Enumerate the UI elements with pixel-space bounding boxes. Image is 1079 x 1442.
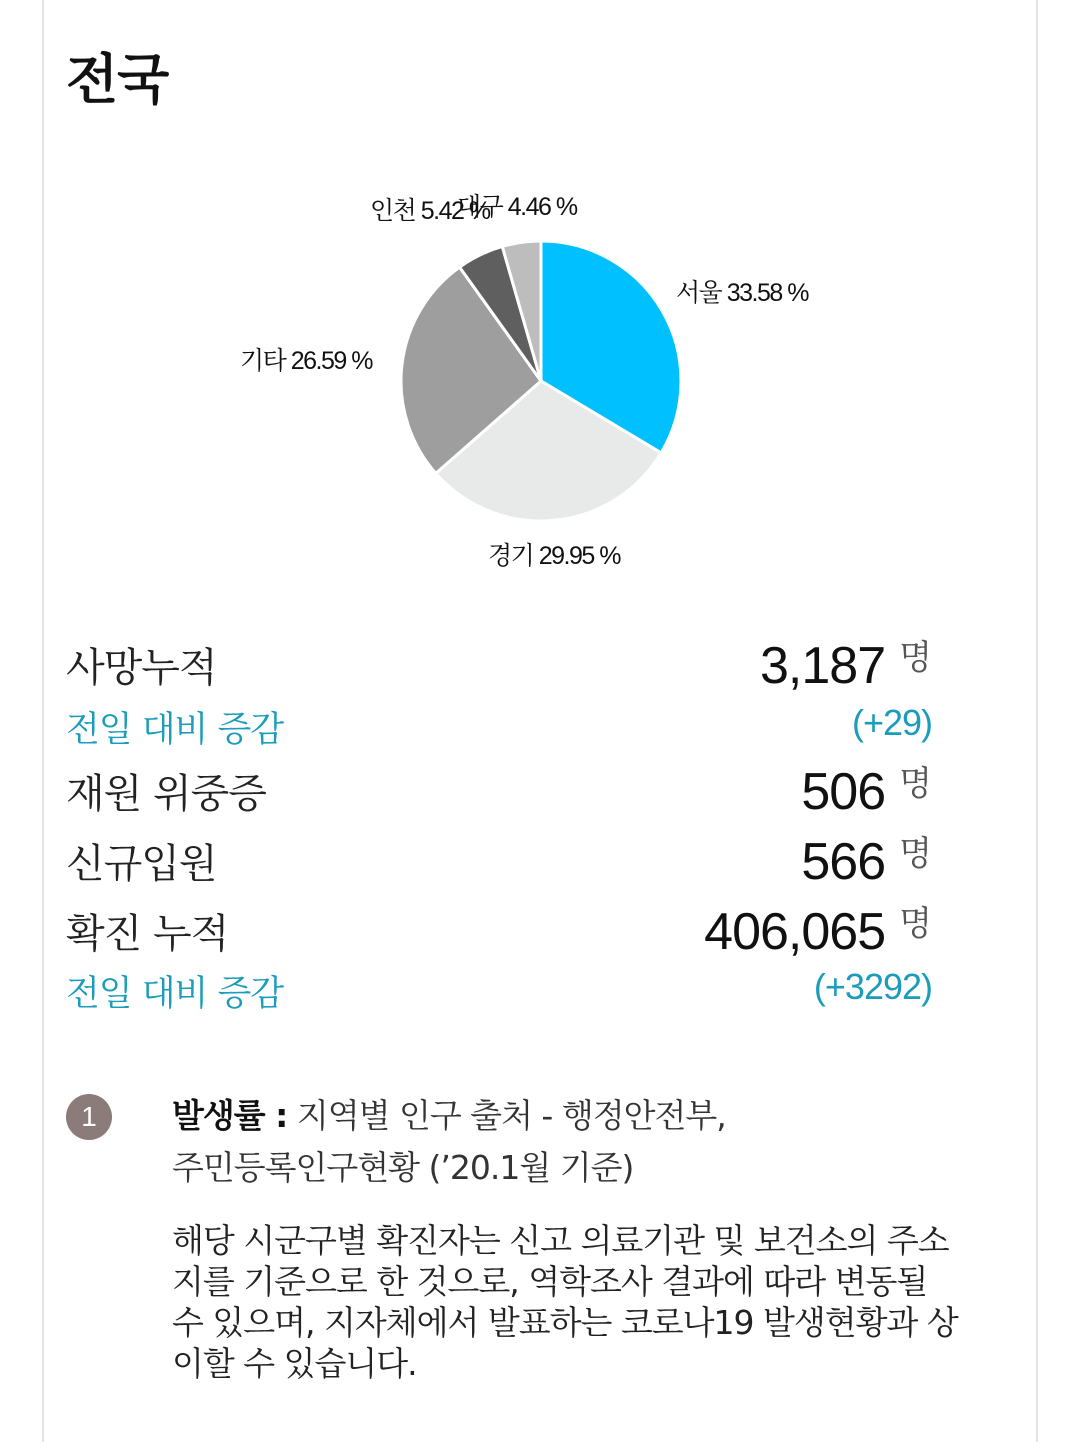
confirmed-change-label: 전일 대비 증감 (66, 974, 284, 1014)
page-title: 전국 (66, 48, 169, 111)
confirmed-total-unit: 명 (899, 904, 932, 944)
pie-chart (0, 0, 1079, 600)
death-total-unit: 명 (899, 638, 932, 678)
footnote-paragraph: 해당 시군구별 확진자는 신고 의료기관 및 보건소의 주소지를 기준으로 한 것으로, 역학조사 결과에 따라 변동될 수 있으며, 지자체에서 발표하는 코로나19 발생현황과 상이할 수 있습니다. (172, 1221, 958, 1383)
critical-label: 재원 위중증 (66, 771, 266, 817)
new-admission-label: 신규입원 (66, 841, 217, 887)
new-admission-unit: 명 (899, 834, 932, 874)
critical-value: 506 (801, 763, 886, 821)
pie-slice-label-3: 기타 26.59 % (240, 347, 372, 375)
critical-row (66, 756, 932, 826)
pie-slice-label-1: 서울 33.58 % (676, 279, 808, 307)
confirmed-total-row (66, 896, 932, 966)
confirmed-total-label: 확진 누적 (66, 911, 229, 957)
footnote-title: 발생률 : (172, 1096, 288, 1135)
new-admission-row (66, 826, 932, 896)
footnote-line1: 지역별 인구 출처 - 행정안전부, (287, 1096, 726, 1135)
pie-slice-label-5: 대구 4.46 % (457, 193, 577, 221)
pie-slice-label-4: 인천 5.42 % (370, 197, 490, 225)
pie-slice-label-2: 경기 29.95 % (488, 542, 620, 570)
critical-unit: 명 (899, 764, 932, 804)
footnote-source (172, 1090, 952, 1194)
confirmed-change-value: (+3292) (813, 966, 932, 1007)
death-change-value: (+29) (851, 702, 932, 743)
footnote-number-badge: 1 (66, 1094, 112, 1140)
footnote-line2: 주민등록인구현황 (’20.1월 기준) (172, 1148, 634, 1187)
death-change-label: 전일 대비 증감 (66, 710, 284, 750)
confirmed-total-value: 406,065 (704, 903, 886, 961)
death-total-row (66, 630, 932, 700)
new-admission-value: 566 (801, 833, 886, 891)
confirmed-change-row (66, 964, 932, 1034)
death-total-value: 3,187 (760, 637, 886, 695)
death-total-label: 사망누적 (66, 645, 217, 691)
